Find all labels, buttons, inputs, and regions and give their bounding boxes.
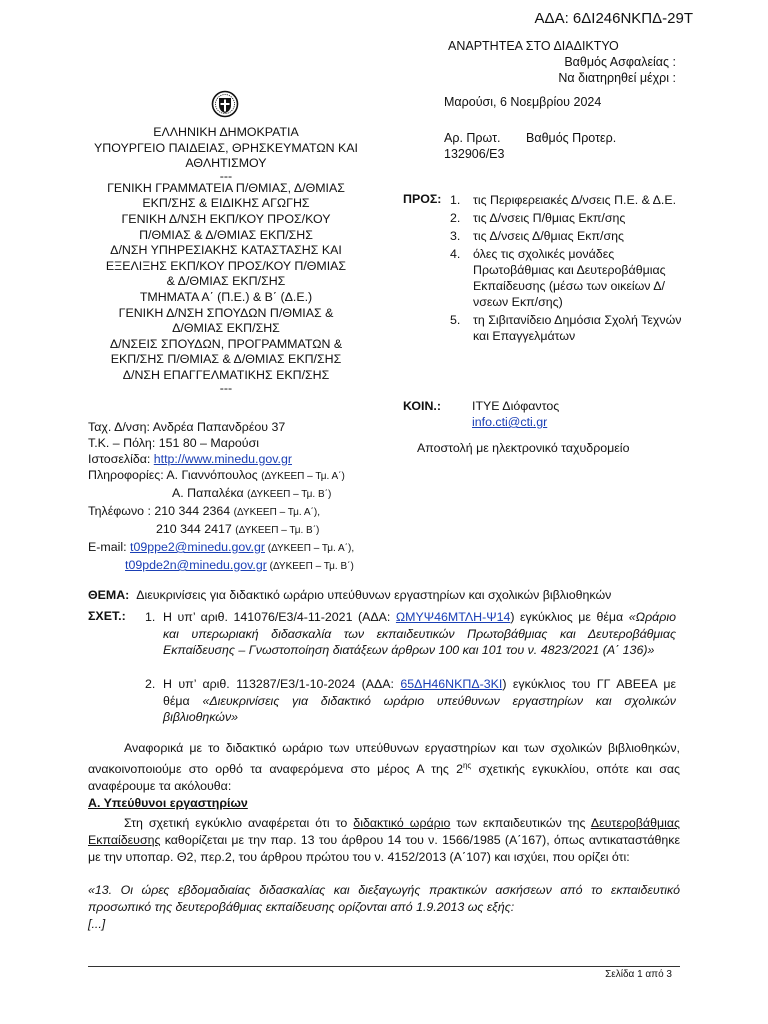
email-dept-a: (ΔΥΚΕΕΠ – Τμ. Α΄),	[264, 543, 355, 554]
info-label: Πληροφορίες: Α. Γιαννόπουλος	[88, 468, 262, 482]
header-department-line: Δ/ΝΣΗ ΕΠΑΓΓΕΛΜΑΤΙΚΗΣ ΕΚΠ/ΣΗΣ	[122, 367, 330, 382]
reference-text: ) εγκύκλιος του ΓΓ ΑΒΕΕΑ με θέμα	[163, 677, 676, 708]
subject-line	[88, 588, 611, 602]
posting-note: ΑΝΑΡΤΗΤΕΑ ΣΤΟ ΔΙΑΔΙΚΤΥΟ	[448, 39, 619, 53]
header-department-line: ΕΚΠ/ΣΗΣ & ΕΙΔΙΚΗΣ ΑΓΩΓΗΣ	[142, 196, 310, 211]
reference-text: Η υπ’ αριθ. 141076/Ε3/4-11-2021 (ΑΔΑ:	[163, 610, 396, 624]
priority-label: Βαθμός Προτερ.	[526, 131, 617, 145]
info-dept-a: (ΔΥΚΕΕΠ – Τμ. Α΄)	[261, 471, 345, 482]
para-underlined: διδακτικό ωράριο	[353, 816, 451, 830]
website-link[interactable]: http://www.minedu.gov.gr	[153, 452, 292, 466]
retention-note: Να διατηρηθεί μέχρι :	[558, 71, 676, 85]
quote-paragraph	[88, 882, 680, 933]
cc-email-link[interactable]: info.cti@cti.gr	[472, 415, 548, 429]
references-label: ΣΧΕΤ.:	[88, 609, 126, 623]
footer-rule	[88, 966, 680, 967]
security-degree: Βαθμός Ασφαλείας :	[564, 55, 676, 69]
reference-text: ) εγκύκλιος με θέμα	[510, 610, 629, 624]
email-link-2[interactable]: t09pde2n@minedu.gov.gr	[125, 558, 267, 572]
reference-text: Η υπ’ αριθ. 113287/Ε3/1-10-2024 (ΑΔΑ:	[163, 677, 401, 691]
info-person-2: Α. Παπαλέκα	[172, 486, 248, 500]
city: Τ.Κ. – Πόλη: 151 80 – Μαρούσι	[88, 436, 259, 450]
recipients-label: ΠΡΟΣ:	[403, 192, 442, 206]
header-department-line: ΓΕΝΙΚΗ ΓΡΑΜΜΑΤΕΙΑ Π/ΘΜΙΑΣ, Δ/ΘΜΙΑΣ	[107, 180, 345, 195]
protocol-number: 132906/Ε3	[444, 147, 505, 161]
header-department-line: ΓΕΝΙΚΗ Δ/ΝΣΗ ΣΠΟΥΔΩΝ Π/ΘΜΙΑΣ &	[118, 305, 334, 320]
para-underlined: Δευτεροβάθμιας Εκπαίδευσης	[88, 816, 680, 847]
header-department-line: & Δ/ΘΜΙΑΣ ΕΚΠ/ΣΗΣ	[166, 274, 286, 289]
ada-code: ΑΔΑ: 6ΔΙ246ΝΚΠΔ-29Τ	[534, 10, 693, 27]
recipient-item	[450, 246, 695, 310]
cc-block	[403, 398, 559, 430]
reference-quote: «Διευκρινίσεις για διδακτικό ωράριο υπεύθυνων εργαστηρίων και σχολικών βιβλιοθηκών»	[163, 693, 676, 724]
recipient-item	[450, 228, 695, 244]
header-line: ΥΠΟΥΡΓΕΙΟ ΠΑΙΔΕΙΑΣ, ΘΡΗΣΚΕΥΜΑΤΩΝ ΚΑΙ	[94, 140, 358, 155]
header-line: ΕΛΛΗΝΙΚΗ ΔΗΜΟΚΡΑΤΙΑ	[153, 125, 299, 139]
recipient-number: 4.	[450, 247, 461, 261]
page-number: Σελίδα 1 από 3	[605, 969, 672, 980]
sending-note: Αποστολή με ηλεκτρονικό ταχυδρομείο	[417, 441, 630, 455]
header-department-line: ΤΜΗΜΑΤΑ Α΄ (Π.Ε.) & Β΄ (Δ.Ε.)	[139, 289, 313, 304]
recipient-number: 1.	[450, 193, 461, 207]
reference-number: 1.	[145, 610, 156, 624]
header-department-line: Π/ΘΜΙΑΣ & Δ/ΘΜΙΑΣ ΕΚΠ/ΣΗΣ	[139, 227, 313, 242]
email-dept-b: (ΔΥΚΕΕΠ – Τμ. Β΄)	[266, 561, 354, 572]
contact-info	[88, 419, 354, 575]
header-separator-2: ---	[219, 380, 233, 395]
protocol-block	[444, 130, 616, 162]
recipient-text: τις Περιφερειακές Δ/νσεις Π.Ε. & Δ.Ε.	[473, 193, 677, 207]
header-department-line: Δ/ΘΜΙΑΣ ΕΚΠ/ΣΗΣ	[172, 321, 280, 336]
info-dept-b: (ΔΥΚΕΕΠ – Τμ. Β΄)	[247, 489, 332, 500]
document-date: Μαρούσι, 6 Νοεμβρίου 2024	[444, 95, 602, 109]
phone-label: Τηλέφωνο : 210 344 2364	[88, 504, 234, 518]
section-a-heading: Α. Υπεύθυνοι εργαστηρίων	[88, 796, 248, 810]
protocol-label: Αρ. Πρωτ.	[444, 131, 501, 145]
section-a-paragraph	[88, 815, 680, 866]
phone-dept-b: (ΔΥΚΕΕΠ – Τμ. Β΄)	[235, 525, 320, 536]
recipient-text: τις Δ/νσεις Δ/θμιας Εκπ/σης	[473, 229, 624, 243]
cc-label: ΚΟΙΝ.:	[403, 399, 441, 413]
intro-sup: ης	[462, 761, 472, 770]
phone-2: 210 344 2417	[156, 522, 236, 536]
header-department-line: ΓΕΝΙΚΗ Δ/ΝΣΗ ΕΚΠ/ΚΟΥ ΠΡΟΣ/ΚΟΥ	[121, 211, 331, 226]
header-department-line: Δ/ΝΣΕΙΣ ΣΠΟΥΔΩΝ, ΠΡΟΓΡΑΜΜΑΤΩΝ &	[109, 336, 343, 351]
reference-quote: «Ωράριο και υπερωριακή διδασκαλία των εκπαιδευτικών Πρωτοβάθμιας και Δευτεροβάθμιας Εκπαίδευσης – Γνωστοποίηση διατάξεων άρθρων 100 και 101 του ν. 4823/2021 (Α΄ 136)»	[163, 610, 676, 657]
reference-item-2	[145, 676, 676, 726]
cc-recipient: ΙΤΥΕ Διόφαντος	[472, 399, 560, 413]
subject-label: ΘΕΜΑ:	[88, 588, 130, 602]
header-departments	[88, 181, 364, 384]
reference-item-1	[145, 609, 676, 659]
recipient-item	[450, 312, 695, 344]
email-link-1[interactable]: t09ppe2@minedu.gov.gr	[130, 540, 265, 554]
header-department-line: ΕΚΠ/ΣΗΣ Π/ΘΜΙΑΣ & Δ/ΘΜΙΑΣ ΕΚΠ/ΣΗΣ	[110, 352, 342, 367]
recipient-text: όλες τις σχολικές μονάδες Πρωτοβάθμιας και Δευτεροβάθμιας Εκπαίδευσης (μέσω των οικείων Δ/νσεων Εκπ/σης)	[473, 247, 666, 309]
recipient-number: 2.	[450, 211, 461, 225]
reference-ada-link-1[interactable]: ΩΜΥΨ46ΜΤΛΗ-Ψ14	[395, 610, 511, 624]
phone-dept-a: (ΔΥΚΕΕΠ – Τμ. Α΄),	[233, 507, 320, 518]
address: Ταχ. Δ/νση: Ανδρέα Παπανδρέου 37	[88, 420, 286, 434]
intro-paragraph	[88, 740, 680, 795]
recipient-item	[450, 210, 695, 226]
header-department-line: Δ/ΝΣΗ ΥΠΗΡΕΣΙΑΚΗΣ ΚΑΤΑΣΤΑΣΗΣ ΚΑΙ	[110, 243, 342, 258]
header-line: ΑΘΛΗΤΙΣΜΟΥ	[185, 156, 267, 171]
recipient-text: τη Σιβιτανίδειο Δημόσια Σχολή Τεχνών και Επαγγελμάτων	[473, 313, 682, 343]
ministry-header	[88, 125, 364, 393]
header-separator: ---	[219, 168, 233, 183]
para-text: καθορίζεται με την παρ. 13 του άρθρου 14 του ν. 1566/1985 (Α΄167), όπως αντικαταστάθηκε με την υποπαρ. Θ2, περ.2, του άρθρου πρώτου του ν. 4152/2013 (Α΄107) και ισχύει, που ορίζει ότι:	[88, 833, 680, 864]
para-text: των εκπαιδευτικών της	[450, 816, 591, 830]
para-text: Στη σχετική εγκύκλιο αναφέρεται ότι το	[124, 816, 354, 830]
ellipsis: [...]	[88, 917, 106, 931]
website-label: Ιστοσελίδα:	[88, 452, 154, 466]
recipient-text: τις Δ/νσεις Π/θμιας Εκπ/σης	[473, 211, 626, 225]
recipient-number: 5.	[450, 313, 461, 327]
reference-number: 2.	[145, 677, 156, 691]
recipient-item	[450, 192, 695, 208]
greek-emblem-icon	[211, 90, 239, 118]
intro-text: Αναφορικά με το διδακτικό ωράριο των υπεύθυνων εργαστηρίων και των σχολικών βιβλιοθηκών, ανακοινοποιούμε στο ορθό τα αναφερόμενα στο μέρος Α της 2	[88, 741, 680, 777]
header-department-line: ΕΞΕΛΙΞΗΣ ΕΚΠ/ΚΟΥ ΠΡΟΣ/ΚΟΥ Π/ΘΜΙΑΣ	[105, 258, 347, 273]
email-label: E-mail:	[88, 540, 130, 554]
subject-text: Διευκρινίσεις για διδακτικό ωράριο υπεύθυνων εργαστηρίων και σχολικών βιβλιοθηκών	[136, 588, 612, 602]
recipients-list	[450, 192, 695, 346]
reference-ada-link-2[interactable]: 65ΔΗ46ΝΚΠΔ-3ΚΙ	[400, 677, 503, 691]
recipient-number: 3.	[450, 229, 461, 243]
quote-text: «13. Οι ώρες εβδομαδιαίας διδασκαλίας και διεξαγωγής πρακτικών ασκήσεων από το εκπαιδευτικό προσωπικό της δευτεροβάθμιας εκπαίδευσης ορίζονται από 1.9.2013 ως εξής:	[88, 883, 680, 914]
intro-text-end: σχετικής εγκυκλίου, οπότε και σας αναφέρουμε τα ακόλουθα:	[88, 762, 680, 794]
top-right-block	[448, 38, 676, 86]
header-top-lines	[88, 125, 364, 172]
